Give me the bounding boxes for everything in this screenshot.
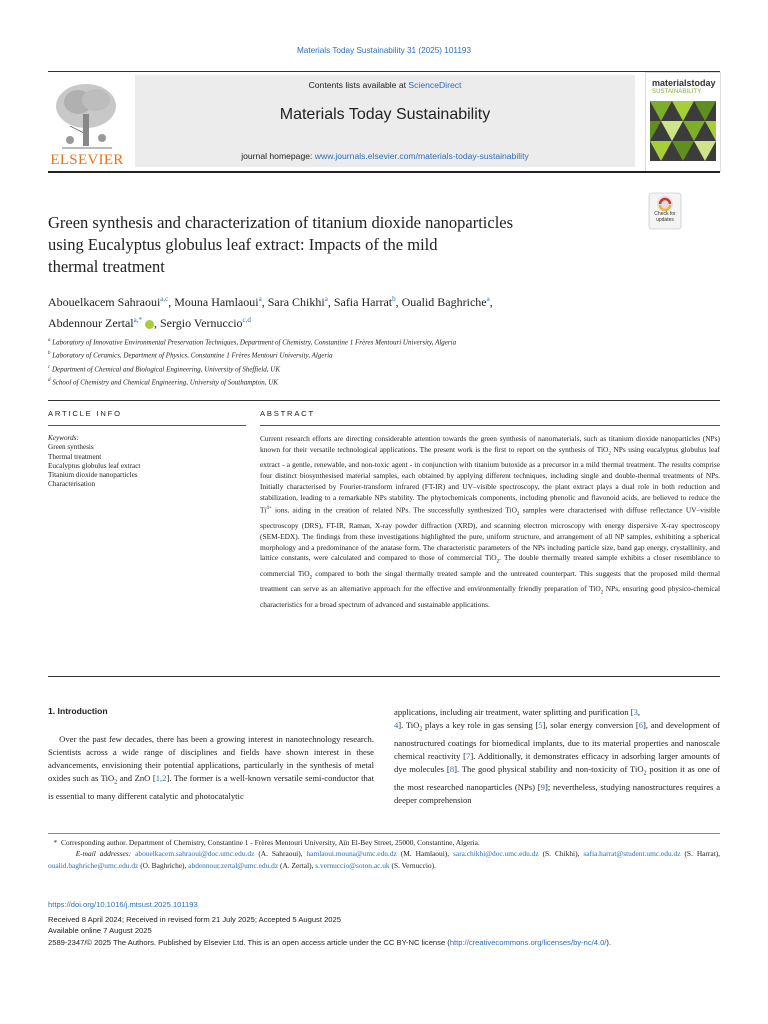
- abstract-end-rule: [48, 676, 720, 677]
- keywords-label: Keywords:: [48, 434, 79, 442]
- author-name[interactable]: Sergio Vernuccio: [160, 316, 243, 330]
- author-sep: ,: [489, 295, 493, 309]
- affil-marker: c: [48, 364, 51, 370]
- author-list: [48, 290, 648, 332]
- abstract-heading: ABSTRACT: [260, 409, 315, 418]
- email-owner: (S. Harrat),: [680, 849, 720, 859]
- footnote-rule: [48, 833, 720, 834]
- email-owner: (S. Chikhi),: [538, 849, 584, 859]
- info-top-rule: [48, 400, 720, 401]
- author-name[interactable]: Mouna Hamlaoui: [174, 295, 259, 309]
- license-link[interactable]: http://creativecommons.org/licenses/by-nc/4.0/: [449, 938, 607, 947]
- affil-marker: b: [48, 351, 51, 357]
- corresponding-text: Corresponding author. Department of Chemistry, Constantine 1 - Frères Mentouri University, Aïn El-Bey Street, 25000, Constantine, Algeria.: [60, 838, 480, 847]
- ref-link[interactable]: 7: [466, 751, 471, 761]
- affiliation-item: [48, 362, 648, 375]
- contents-line: [135, 80, 635, 90]
- ref-link[interactable]: 6: [638, 720, 644, 731]
- email-owner: (A. Sahraoui),: [254, 849, 307, 859]
- abstract-text: Current research efforts are directing considerable attention towards the green synthesis of nanomaterials, such as titanium dioxide nanoparticles (NPs) known for their versatile technological applications. The present work is the first to report on the synthesis of TiO$_2$ NPs using eucalyptus globulus leaf extract - a gentle, renewable, and non-toxic agent - in conjunction with titanium butoxide as a precursor in a mild thermal treatment. The results comprise four distinct biosynthesised material samples, each obtained by applying different techniques, including single and double-thermal treatments of NPs. Initially characterised by Fourier-transform infrared (FT-IR) and UV–visible spectroscopy, the plant extract plays a dual role in both reduction and stabilization, leading to a remarkable NPs stability. The phytochemicals components, including phenolic and flavonoid acids, are believed to reduce the $Ti^{4+}$ ions, aiding in the creation of related NPs. The successfully synthesized TiO$_2$ samples were characterised with diffuse reflectance UV–visible spectroscopy (DRS), FT-IR, Raman, X-ray powder diffraction (XRD), and scanning electron microscopy with energy dispersive X-ray spectroscopy (SEM-EDX). The findings from these investigations highlighted the pure, uniform structure, and arrangement of all NP samples, exhibiting a spherical morphology and a predominance of the anatase form. The characteristic parameters of the NPs including particle size, band gap energy, crystallinity, and lattice constants, were calculated and compared to those of commercial TiO$_2$. The double thermally treated sample exhibits a closer resemblance to commercial TiO$_2$ compared to both the singal thermally treated sample and the untreated counterpart. This suggests that the proposed mild thermal treatment can serve as an alternative approach for the effective and environmentally friendly preparation of TiO$_2$ NPs, ensuring good physico-chemical characteristics for a broad spectrum of advanced and sustainable applications.: [260, 434, 720, 609]
- online-line: Available online 7 August 2025: [48, 926, 152, 935]
- section-heading-introduction: 1. Introduction: [48, 706, 108, 716]
- keyword-item: Green synthesis: [48, 443, 94, 452]
- affiliations: [48, 335, 648, 388]
- affil-text: Laboratory of Innovative Environmental Preservation Techniques, Department of Chemistry, Constantine 1 Frères Mentouri University, Algeria: [52, 338, 457, 347]
- intro-right-column: applications, including air treatment, water splitting and purification [3, 4]. TiO$_2$ plays a key role in gas sensing [5], solar energy conversion [6], and development of nanostructured coatings for biomedical implants, due to its material properties and nanoscale chemical reactivity [7]. Additionally, it demonstrates efficacy in adsorbing larger amounts of dye molecules [8]. The good physical stability and non-toxicity of TiO$_2$ position it as one of the most researched nanoparticles (NPs) [9]; nevertheless, studying nanostructures requires a deeper comprehension: [394, 707, 721, 805]
- ref-link[interactable]: 4: [394, 720, 399, 731]
- title-line-3: thermal treatment: [48, 257, 165, 276]
- author-name[interactable]: Oualid Baghriche: [401, 295, 487, 309]
- email-link[interactable]: s.vernuccio@soton.ac.uk: [315, 860, 390, 870]
- affil-marker: d: [48, 377, 51, 383]
- affil-marker: a: [48, 338, 51, 343]
- email-label: E-mail addresses:: [75, 849, 132, 859]
- top-rule: [48, 71, 720, 72]
- keywords-block: [48, 434, 246, 490]
- author-name[interactable]: Abdennour Zertal: [48, 316, 134, 330]
- received-line: Received 8 April 2024; Received in revised form 21 July 2025; Accepted 5 August 2025: [48, 915, 341, 924]
- publisher-wordmark: ELSEVIER: [50, 152, 124, 168]
- intro-left-column: Over the past few decades, there has been a growing interest in nanotechnology research. Scientists across a wide range of disciplines and fields have shown interest in these advancements, envisioning their potential applications, particularly in the synthesis of metal oxides such as TiO$_2$ and ZnO [1,2]. The former is a well-known versatile semi-conductor that is essential to many different catalytic and photocatalytic: [48, 734, 374, 802]
- keyword-item: Eucalyptus globulus leaf extract: [48, 461, 141, 470]
- author-affil-sup[interactable]: a,*: [133, 316, 142, 324]
- cover-subtitle: SUSTAINABILITY: [652, 89, 702, 95]
- author-sep: ,: [261, 295, 268, 309]
- cover-brand: materialstoday: [652, 78, 716, 88]
- affil-text: School of Chemistry and Chemical Engineering, University of Southampton, UK: [52, 378, 278, 387]
- email-link[interactable]: sara.chikhi@doc.umc.edu.dz: [453, 849, 539, 859]
- email-owner: (A. Zertal),: [278, 860, 316, 870]
- author-affil-sup[interactable]: a: [324, 295, 328, 303]
- license-suffix: ).: [606, 938, 612, 947]
- affiliation-item: [48, 375, 648, 388]
- license-line: [48, 937, 720, 948]
- author-affil-sup[interactable]: b: [392, 295, 396, 303]
- affil-text: Laboratory of Ceramics, Department of Physics, Constantine 1 Frères Mentouri University, Algeria: [52, 351, 333, 360]
- journal-cover[interactable]: [645, 72, 721, 172]
- journal-title: Materials Today Sustainability: [279, 106, 491, 123]
- author-sep: ,: [327, 295, 334, 309]
- author-affil-sup[interactable]: c,d: [242, 316, 251, 324]
- ref-link[interactable]: 3: [633, 707, 638, 717]
- email-owner: (M. Hamlaoui),: [396, 849, 454, 859]
- article-title: [48, 212, 628, 278]
- ref-link[interactable]: 8: [449, 764, 455, 775]
- email-tail: (S. Vernuccio).: [391, 860, 436, 870]
- article-dates: [48, 914, 720, 936]
- author-sep: ,: [395, 295, 402, 309]
- author-affil-sup[interactable]: a: [258, 295, 262, 303]
- orcid-icon[interactable]: [145, 320, 154, 329]
- title-line-1: Green synthesis and characterization of titanium dioxide nanoparticles: [48, 213, 514, 232]
- ref-link[interactable]: 1,2: [155, 773, 167, 784]
- keyword-item: Titanium dioxide nanoparticles: [48, 471, 138, 480]
- check-for-updates-label: Check for updates: [654, 211, 676, 223]
- affiliation-item: [48, 348, 648, 361]
- email-link[interactable]: hamlaoui.mouna@umc.edu.dz: [306, 849, 397, 859]
- corresponding-footnote: * Corresponding author. Department of Chemistry, Constantine 1 - Frères Mentouri University, Aïn El-Bey Street, 25000, Constantine, Algeria. E-mail addresses: abouelkacem.sahraoui@doc.umc.edu.dz (A. Sahraoui), hamlaoui.mouna@umc.edu.dz (M. Hamlaoui), sara.chikhi@doc.umc.edu.dz (S. Chikhi), safia.harrat@student.umc.edu.dz (S. Harrat), oualid.baghriche@umc.edu.dz (O. Baghriche), abdennour.zertal@umc.edu.dz (A. Zertal), s.vernuccio@soton.ac.uk (S. Vernuccio).: [48, 838, 720, 870]
- email-link[interactable]: safia.harrat@student.umc.edu.dz: [583, 849, 681, 859]
- keyword-item: Thermal treatment: [48, 452, 102, 461]
- homepage-prefix: journal homepage:: [241, 151, 315, 161]
- contents-prefix: Contents lists available at: [308, 80, 409, 90]
- banner-rule: [48, 171, 720, 173]
- ref-link[interactable]: 9: [540, 781, 545, 792]
- article-info-heading: ARTICLE INFO: [48, 409, 122, 418]
- doi-link[interactable]: https://doi.org/10.1016/j.mtsust.2025.101193: [48, 900, 198, 909]
- email-owner: (O. Baghriche),: [138, 860, 189, 870]
- author-sep: ,: [168, 295, 175, 309]
- license-prefix: 2589-2347/© 2025 The Authors. Published by Elsevier Ltd. This is an open access article under the CC BY-NC license (: [48, 938, 450, 947]
- affiliation-item: [48, 335, 648, 348]
- homepage-line: [135, 151, 635, 161]
- author-name[interactable]: Sara Chikhi: [267, 295, 325, 309]
- author-name[interactable]: Safia Harrat: [333, 295, 393, 309]
- title-line-2: using Eucalyptus globulus leaf extract: Impacts of the mild: [48, 235, 438, 254]
- abstract-heading-rule: [260, 425, 720, 426]
- author-sep: ,: [154, 316, 160, 330]
- sciencedirect-link[interactable]: ScienceDirect: [408, 80, 462, 90]
- journal-citation[interactable]: Materials Today Sustainability 31 (2025) 101193: [296, 46, 471, 55]
- author-name[interactable]: Abouelkacem Sahraoui: [48, 295, 161, 309]
- author-affil-sup[interactable]: a,c: [160, 295, 169, 303]
- email-link[interactable]: oualid.baghriche@umc.edu.dz: [48, 860, 139, 870]
- email-link[interactable]: abdennour.zertal@umc.edu.dz: [188, 860, 279, 870]
- affil-text: Department of Chemical and Biological Engineering, University of Sheffield, UK: [51, 364, 281, 373]
- keyword-item: Characterisation: [48, 480, 96, 489]
- ref-link[interactable]: 5: [538, 720, 543, 731]
- homepage-link[interactable]: www.journals.elsevier.com/materials-today-sustainability: [314, 151, 529, 161]
- cover-artwork-icon: [650, 101, 716, 161]
- email-link[interactable]: abouelkacem.sahraoui@doc.umc.edu.dz: [135, 849, 255, 859]
- info-heading-rule: [48, 425, 246, 426]
- author-affil-sup[interactable]: a: [486, 295, 490, 303]
